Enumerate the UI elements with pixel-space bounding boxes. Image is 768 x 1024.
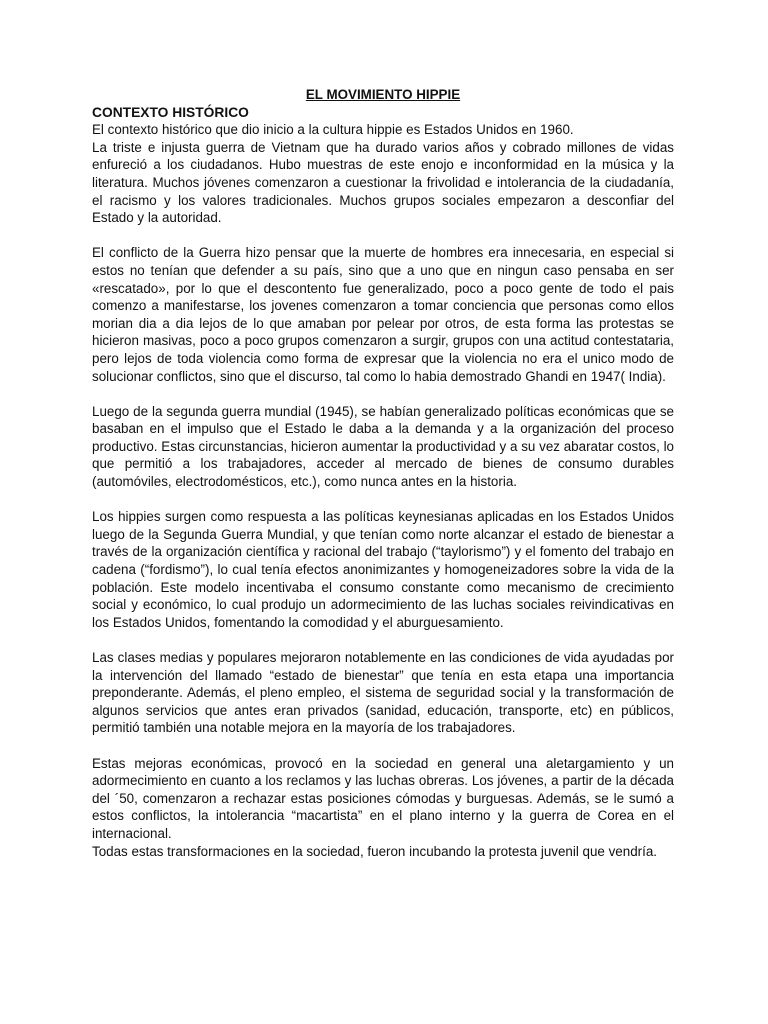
section-heading: CONTEXTO HISTÓRICO — [92, 104, 249, 120]
document-title: EL MOVIMIENTO HIPPIE — [305, 87, 461, 102]
paragraph-welfare-state: Las clases medias y populares mejoraron notablemente en las condiciones de vida ayudadas por la intervención del llamado “estado de bienestar” que tenía en esta etapa una importancia preponderante. Además, el pleno empleo, el sistema de seguridad social y la transformación de algunos servicios que antes eran privados (sanidad, educación, transporte, etc) en públicos, permitió también una notable mejora en la mayoría de los trabajadores. — [92, 650, 674, 736]
paragraph-war-conflict: El conflicto de la Guerra hizo pensar que la muerte de hombres era innecesaria, en especial si estos no tenían que defender a su país, sino que a uno que en ningun caso pensaba en ser «rescatado», por lo que el descontento fue generalizado, poco a poco gente de todo el pais comenzo a manifestarse, los jovenes comenzaron a tomar conciencia que personas como ellos morian dia a dia lejos de lo que amaban por pelear por otros, de esta forma las protestas se hicieron masivas, poco a poco grupos comenzaron a surgir, grupos con una actitud contestataria, pero lejos de toda violencia como forma de expresar que la violencia no era el unico modo de solucionar conflictos, sino que el discurso, tal como lo habia demostrado Ghandi en 1947( India). — [92, 245, 674, 384]
paragraph-postwar-economy: Luego de la segunda guerra mundial (1945), se habían generalizado políticas económicas que se basaban en el impulso que el Estado le daba a la demanda y a la organización del proceso productivo. Estas circunstancias, hicieron aumentar la productividad y a su vez abaratar costos, lo que permitió a los trabajadores, acceder al mercado de bienes de consumo durables (automóviles, electrodomésticos, etc.), como nunca antes en la historia. — [92, 403, 674, 490]
paragraph-vietnam: La triste e injusta guerra de Vietnam que ha durado varios años y cobrado millones de vidas enfureció a los ciudadanos. Hubo muestras de este enojo e inconformidad en la música y la literatura. Muchos jóvenes comenzaron a cuestionar la frivolidad e intolerancia de la ciudadanía, el racismo y los valores tradicionales. Muchos grupos sociales empezaron a desconfiar del Estado y la autoridad. — [92, 139, 674, 226]
paragraph-conclusion: Todas estas transformaciones en la sociedad, fueron incubando la protesta juvenil que vendría. — [92, 843, 657, 859]
paragraph-intro: El contexto histórico que dio inicio a la cultura hippie es Estados Unidos en 1960. — [92, 122, 574, 138]
paragraph-economic-improvements: Estas mejoras económicas, provocó en la sociedad en general una aletargamiento y un adormecimiento en cuanto a los reclamos y las luchas obreras. Los jóvenes, a partir de la década del ´50, comenzaron a rechazar estas posiciones cómodas y burguesas. Además, se le sumó a estos conflictos, la intolerancia “macartista” en el plano interno y la guerra de Corea en el internacional. — [92, 755, 674, 841]
document-page — [92, 86, 674, 860]
paragraph-keynesian: Los hippies surgen como respuesta a las políticas keynesianas aplicadas en los Estados Unidos luego de la Segunda Guerra Mundial, y que tenían como norte alcanzar el estado de bienestar a través de la organización científica y racional del trabajo (“taylorismo”) y el fomento del trabajo en cadena (“fordismo”), lo cual tenía efectos anonimizantes y homogeneizadores sobre la vida de la población. Este modelo incentivaba el consumo constante como mecanismo de crecimiento social y económico, lo cual produjo un adormecimiento de las luchas sociales reivindicativas en los Estados Unidos, fomentando la comodidad y el aburguesamiento. — [92, 509, 674, 630]
